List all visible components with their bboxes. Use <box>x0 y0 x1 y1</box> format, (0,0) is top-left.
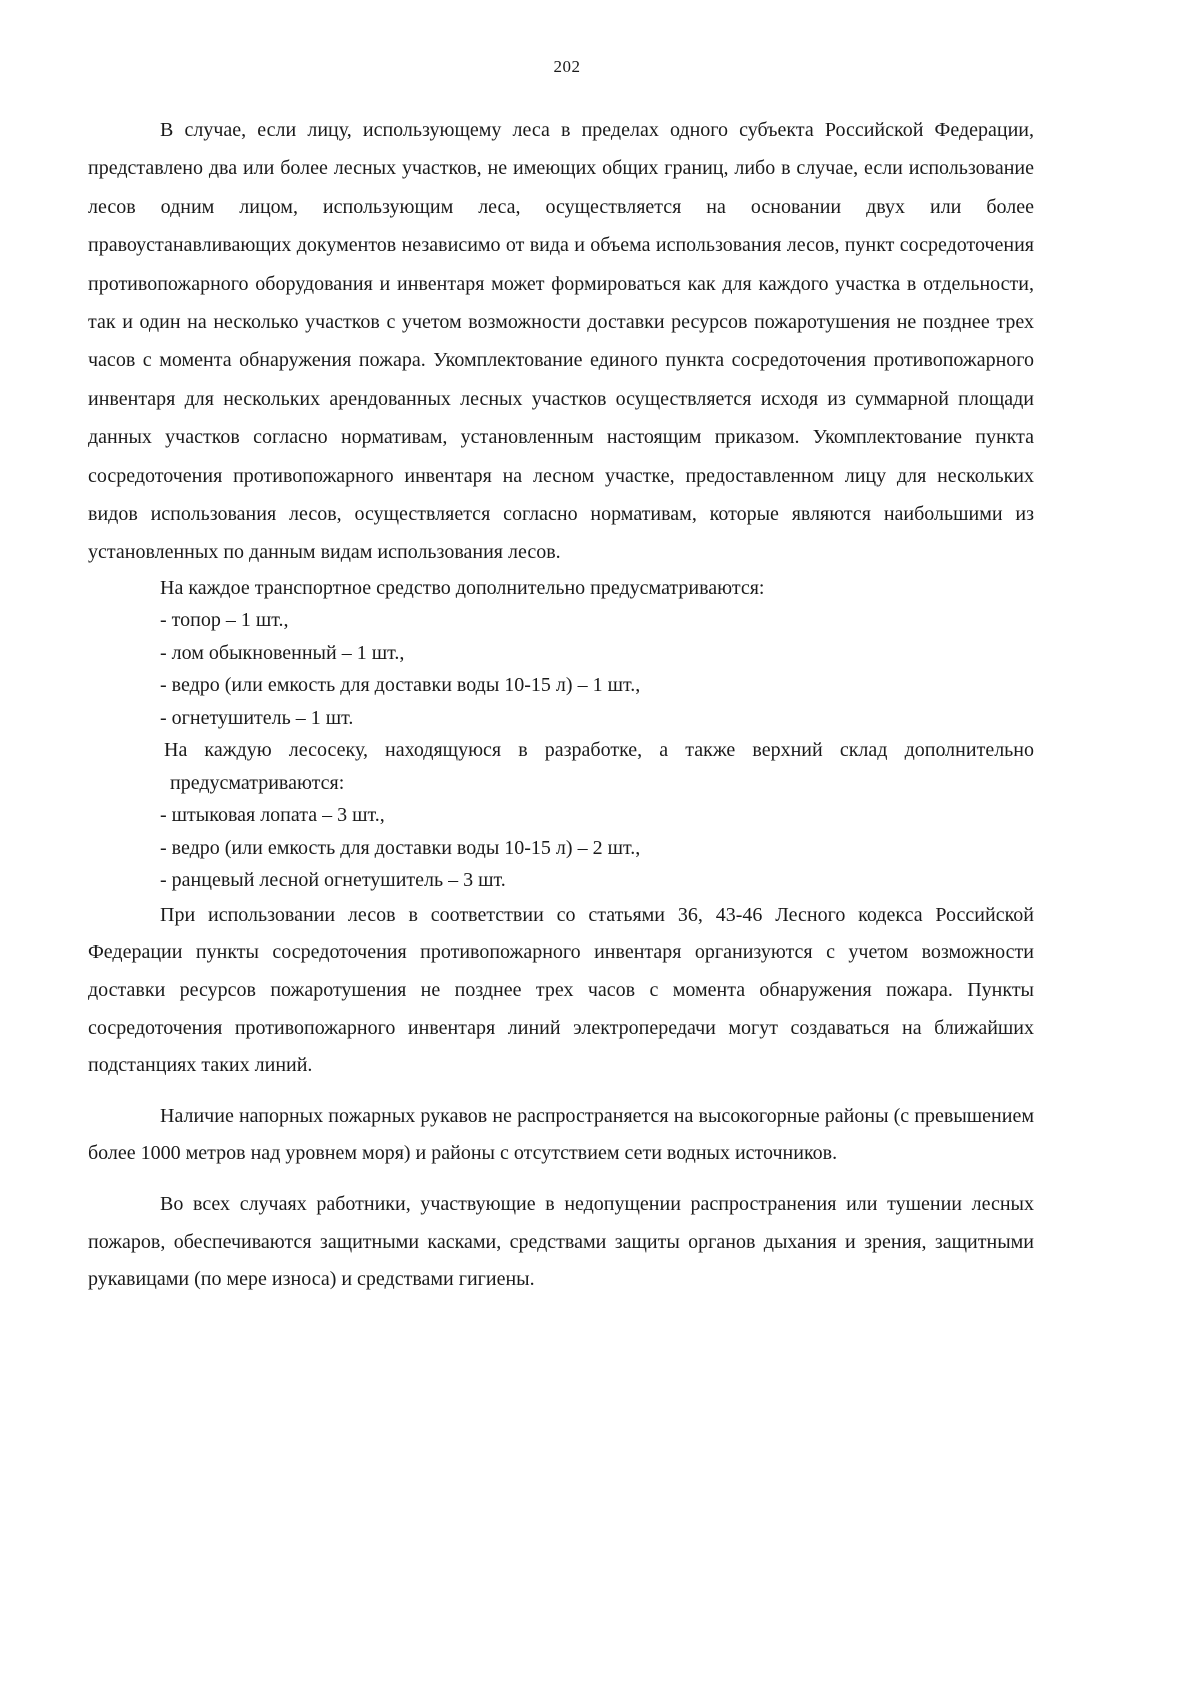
paragraph-worker-protection: Во всех случаях работники, участвующие в недопущении распространения или тушении лесных пожаров, обеспечиваются защитными касками, средствами защиты органов дыхания и зрения, защитными рукавицами (по мере износа) и средствами гигиены. <box>88 1193 1034 1291</box>
document-body <box>88 111 1034 1299</box>
list-item: - огнетушитель – 1 шт. <box>160 706 354 729</box>
list-item: - штыковая лопата – 3 шт., <box>160 804 385 827</box>
paragraph-fire-hoses: Наличие напорных пожарных рукавов не распространяется на высокогорные районы (с превышением более 1000 метров над уровнем моря) и районы с отсутствием сети водных источников. <box>88 1104 1034 1165</box>
paragraph-multiple-plots: В случае, если лицу, использующему леса в пределах одного субъекта Российской Федерации, представлено два или более лесных участков, не имеющих общих границ, либо в случае, если использование лесов одним лицом, использующим леса, осуществляется на основании двух или более правоустанавливающих документов независимо от вида и объема использования лесов, пункт сосредоточения противопожарного оборудования и инвентаря может формироваться как для каждого участка в отдельности, так и один на несколько участков с учетом возможности доставки ресурсов пожаротушения не позднее трех часов с момента обнаружения пожара. Укомплектование единого пункта сосредоточения противопожарного инвентаря для нескольких арендованных лесных участков осуществляется исходя из суммарной площади данных участков согласно нормативам, установленным настоящим приказом. Укомплектование пункта сосредоточения противопожарного инвентаря на лесном участке, предоставленном лицу для нескольких видов использования лесов, осуществляется согласно нормативам, которые являются наибольшими из установленных по данным видам использования лесов. <box>88 119 1034 564</box>
list-item: - ранцевый лесной огнетушитель – 3 шт. <box>160 869 506 892</box>
vehicle-equipment-lead: На каждое транспортное средство дополнительно предусматриваются: <box>160 576 765 599</box>
list-item: - ведро (или емкость для доставки воды 10-15 л) – 1 шт., <box>160 674 641 697</box>
vehicle-equipment-list <box>88 604 1034 734</box>
list-item: - лом обыкновенный – 1 шт., <box>160 641 405 664</box>
page-number: 202 <box>553 57 581 76</box>
cutting-area-equipment-list <box>88 799 1034 897</box>
cutting-area-equipment-lead: На каждую лесосеку, находящуюся в разработке, а также верхний склад дополнительно предусматриваются: <box>164 739 1034 794</box>
list-item: - топор – 1 шт., <box>160 609 289 632</box>
paragraph-forest-code-articles: При использовании лесов в соответствии со статьями 36, 43-46 Лесного кодекса Российской Федерации пункты сосредоточения противопожарного инвентаря организуются с учетом возможности доставки ресурсов пожаротушения не позднее трех часов с момента обнаружения пожара. Пункты сосредоточения противопожарного инвентаря линий электропередачи могут создаваться на ближайших подстанциях таких линий. <box>88 903 1034 1077</box>
list-item: - ведро (или емкость для доставки воды 10-15 л) – 2 шт., <box>160 836 641 859</box>
